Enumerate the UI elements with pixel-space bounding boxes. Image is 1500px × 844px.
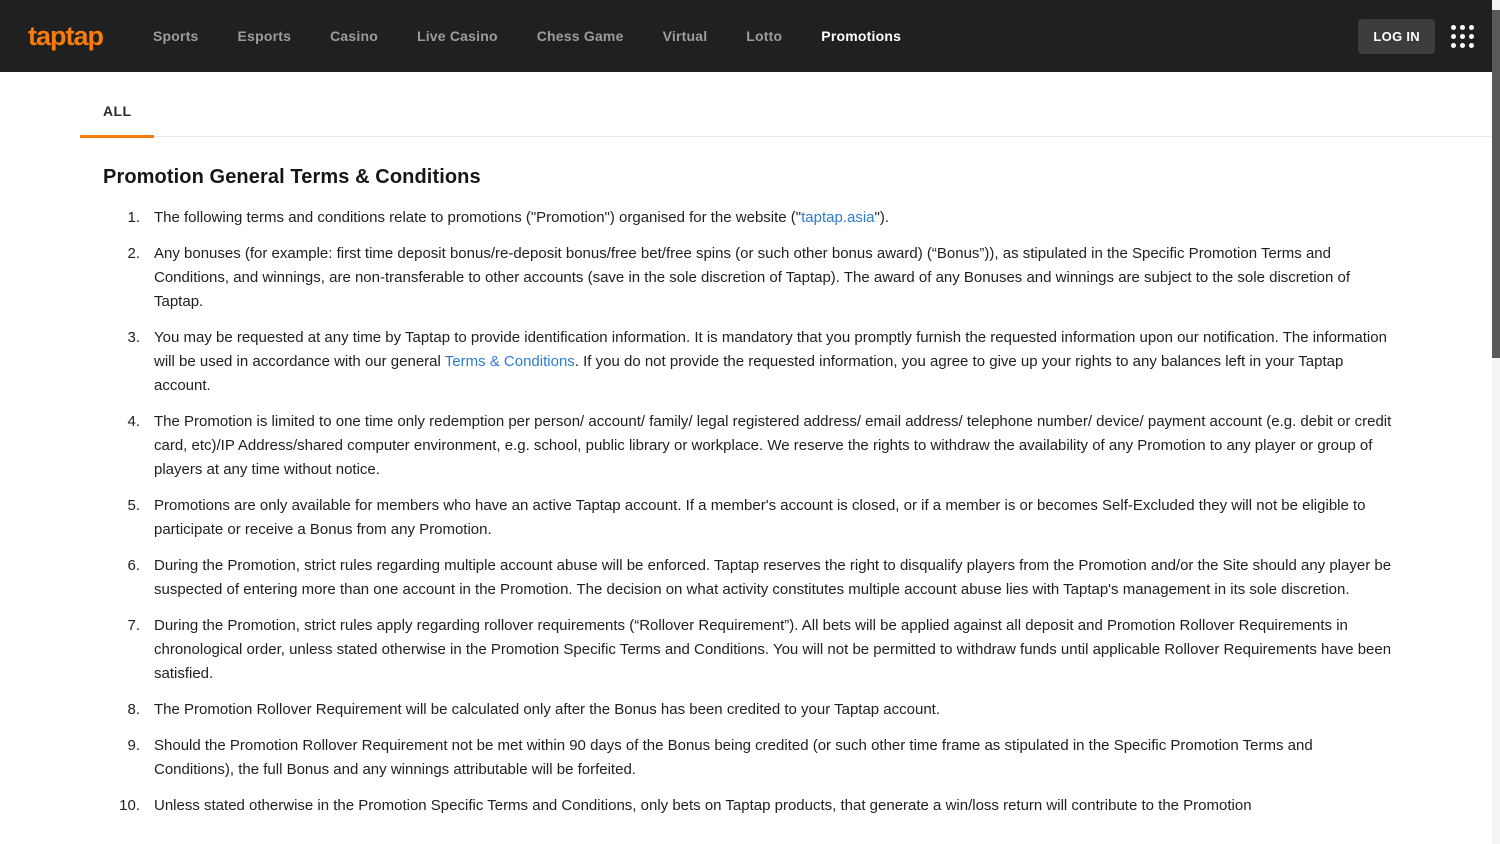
- nav-item-virtual[interactable]: Virtual: [662, 28, 708, 44]
- main-nav: [153, 28, 901, 44]
- terms-text: The Promotion Rollover Requirement will be calculated only after the Bonus has been credited to your Taptap account.: [154, 701, 941, 718]
- terms-item: [103, 794, 1394, 818]
- inline-link[interactable]: Terms & Conditions: [444, 353, 575, 370]
- terms-text: Promotions are only available for members who have an active Taptap account. If a member's account is closed, or if a member is or becomes Self-Excluded they will not be eligible to participate or receive a Bonus from any Promotion.: [154, 497, 1366, 538]
- terms-item: [103, 410, 1394, 482]
- terms-item: [103, 326, 1394, 398]
- terms-text: The Promotion is limited to one time only redemption per person/ account/ family/ legal registered address/ email address/ telephone number/ device/ payment account (e.g. debit or credit card, etc)/IP Address/shared computer environment, e.g. school, public library or workplace. We reserve the rights to withdraw the availability of any Promotion to any player or group of players at any time without notice.: [154, 413, 1392, 478]
- top-navbar: [0, 0, 1500, 72]
- terms-text: ").: [874, 209, 890, 226]
- terms-text: During the Promotion, strict rules regarding multiple account abuse will be enforced. Taptap reserves the right to disqualify players from the Promotion and/or the Site should any player be suspected of entering more than one account in the Promotion. The decision on what activity constitutes multiple account abuse lies with Taptap's management in its sole discretion.: [154, 557, 1392, 598]
- taptap-logo[interactable]: taptap: [28, 20, 103, 51]
- terms-item: [103, 698, 1394, 722]
- terms-content: [0, 137, 1500, 818]
- nav-item-esports[interactable]: Esports: [237, 28, 292, 44]
- page-title: Promotion General Terms & Conditions: [103, 166, 481, 188]
- nav-item-lotto[interactable]: Lotto: [746, 28, 783, 44]
- terms-list: [103, 206, 1394, 818]
- apps-grid-icon[interactable]: [1451, 25, 1474, 48]
- terms-item: [103, 206, 1394, 230]
- vertical-scrollbar[interactable]: [1492, 0, 1500, 844]
- header-right: [1358, 19, 1474, 54]
- terms-item: [103, 554, 1394, 602]
- terms-item: [103, 614, 1394, 686]
- nav-item-casino[interactable]: Casino: [330, 28, 378, 44]
- nav-item-sports[interactable]: Sports: [153, 28, 199, 44]
- terms-text: Unless stated otherwise in the Promotion Specific Terms and Conditions, only bets on Taptap products, that generate a win/loss return will contribute to the Promotion: [154, 797, 1252, 814]
- login-button[interactable]: LOG IN: [1358, 19, 1435, 54]
- terms-text: Any bonuses (for example: first time deposit bonus/re-deposit bonus/free bet/free spins (or such other bonus award) (“Bonus”)), as stipulated in the Specific Promotion Terms and Conditions, and winnings, are non-transferable to other accounts (save in the sole discretion of Taptap). The award of any Bonuses and winnings are subject to the sole discretion of Taptap.: [154, 245, 1350, 310]
- tab-all[interactable]: ALL: [80, 103, 154, 138]
- inline-link[interactable]: taptap.asia: [801, 209, 875, 226]
- scrollbar-thumb[interactable]: [1492, 10, 1500, 358]
- promotions-tabbar: [80, 72, 1492, 137]
- nav-item-promotions[interactable]: Promotions: [821, 28, 902, 44]
- nav-item-live-casino[interactable]: Live Casino: [416, 28, 498, 44]
- terms-text: You may be requested at any time by Taptap to provide identification information. It is mandatory that you promptly furnish the requested information upon our notification. The information will be used in accordance with our general: [154, 329, 1387, 370]
- terms-item: [103, 242, 1394, 314]
- terms-item: [103, 494, 1394, 542]
- terms-text: During the Promotion, strict rules apply regarding rollover requirements (“Rollover Requirement”). All bets will be applied against all deposit and Promotion Rollover Requirements in chronological order, unless stated otherwise in the Promotion Specific Terms and Conditions. You will not be permitted to withdraw funds until applicable Rollover Requirements have been satisfied.: [154, 617, 1392, 682]
- terms-text: . If you do not provide the requested information, you agree to give up your rights to any balances left in your Taptap account.: [154, 353, 1344, 394]
- nav-item-chess-game[interactable]: Chess Game: [536, 28, 624, 44]
- terms-item: [103, 734, 1394, 782]
- terms-text: Should the Promotion Rollover Requirement not be met within 90 days of the Bonus being credited (or such other time frame as stipulated in the Specific Promotion Terms and Conditions), the full Bonus and any winnings attributable will be forfeited.: [154, 737, 1313, 778]
- terms-text: The following terms and conditions relate to promotions ("Promotion") organised for the website (": [154, 209, 802, 226]
